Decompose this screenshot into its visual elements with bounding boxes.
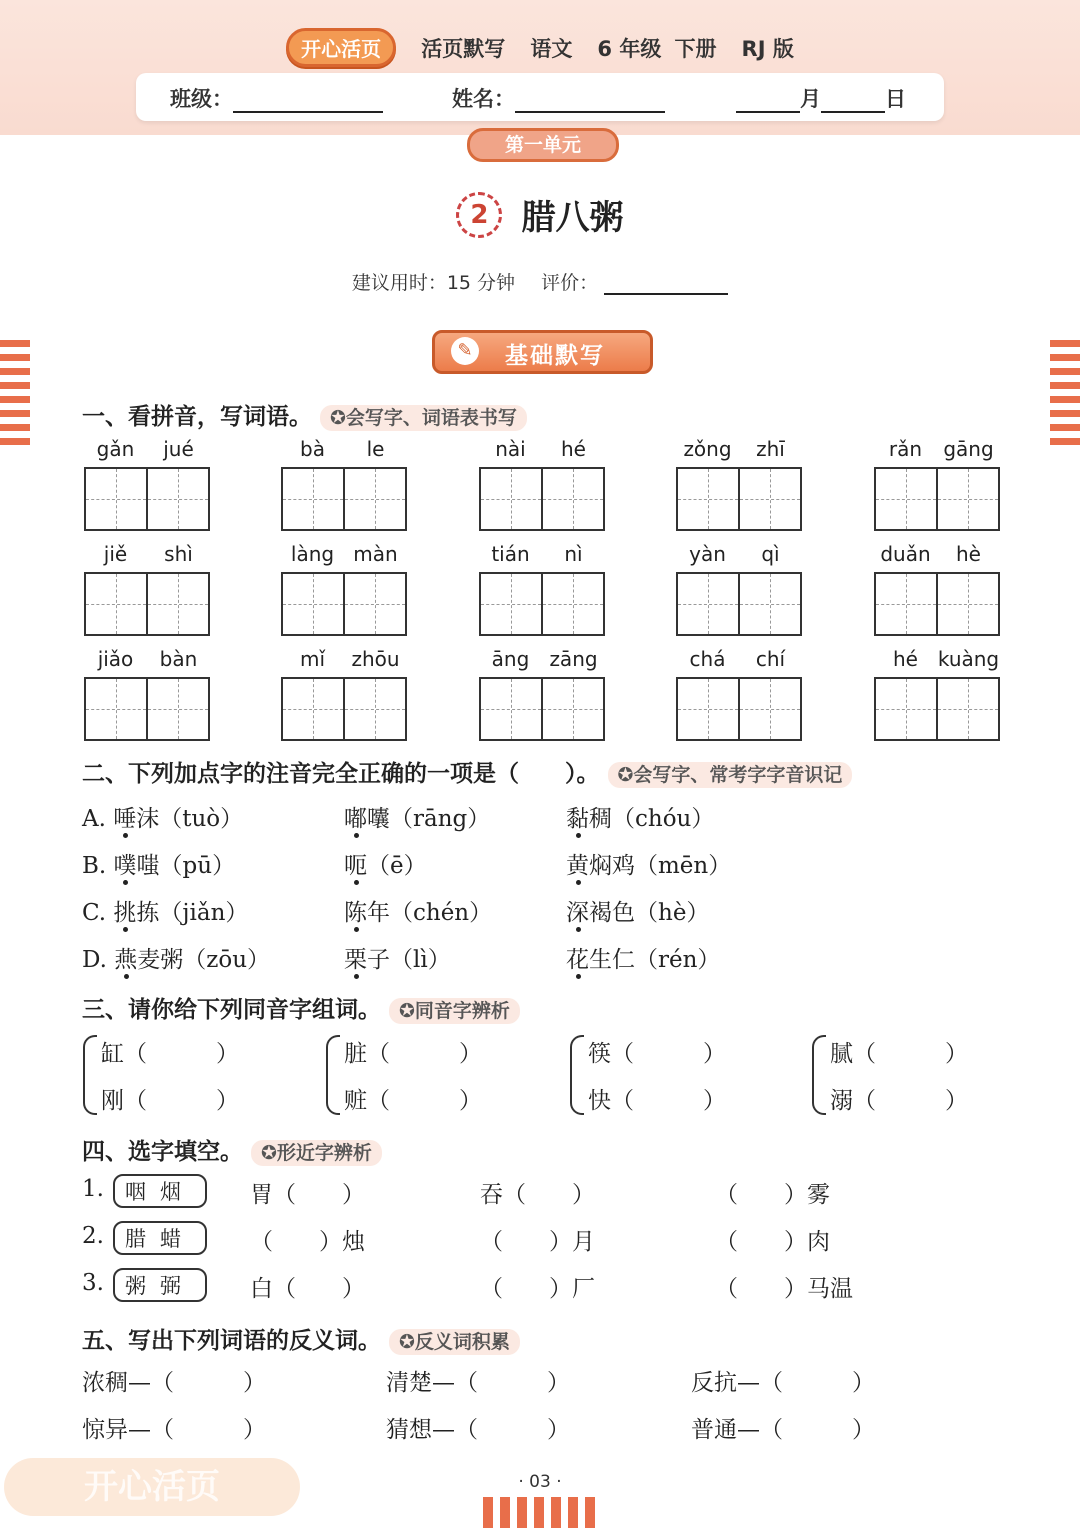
question-5-tag: ✪反义词积累 xyxy=(389,1329,520,1355)
edition-label: RJ 版 xyxy=(741,36,794,61)
emphasized-character: 黏 xyxy=(566,806,589,832)
pinyin-syllable: jué xyxy=(163,437,194,461)
question-3-tag: ✪同音字辨析 xyxy=(389,998,520,1024)
antonym-blank[interactable]: 普通—（ ） xyxy=(691,1417,875,1443)
pen-icon: ✎ xyxy=(451,337,479,365)
writing-grid[interactable] xyxy=(479,572,605,636)
fill-in-blank[interactable]: 白（ ） xyxy=(250,1276,365,1302)
pinyin-syllable: zhī xyxy=(756,437,785,461)
homophone-blank[interactable]: 脏（ ） xyxy=(344,1041,482,1067)
emphasized-character: 陈 xyxy=(344,900,367,926)
writing-grid[interactable] xyxy=(479,677,605,741)
grade-label: 6 年级 xyxy=(597,36,662,61)
pinyin-label xyxy=(84,647,210,673)
pinyin-syllable: bàn xyxy=(159,647,198,671)
pinyin-label xyxy=(281,647,407,673)
writing-cell[interactable] xyxy=(876,679,938,739)
writing-cell[interactable] xyxy=(481,574,543,634)
writing-cell[interactable] xyxy=(345,469,405,529)
pinyin-syllable: nì xyxy=(564,542,583,566)
character-pair-box xyxy=(113,1174,207,1208)
writing-cell[interactable] xyxy=(86,574,148,634)
fill-in-blank[interactable]: （ ）月 xyxy=(480,1229,595,1255)
homophone-group xyxy=(830,1035,968,1129)
writing-cell[interactable] xyxy=(876,469,938,529)
writing-cell[interactable] xyxy=(678,574,740,634)
pinyin-label xyxy=(281,542,407,568)
section-title: 基础默写 xyxy=(505,343,605,369)
fill-in-blank[interactable]: 胃（ ） xyxy=(250,1182,365,1208)
pinyin-word-box[interactable] xyxy=(676,437,802,463)
character-pair-box xyxy=(113,1268,207,1302)
brand-watermark: 开心活页 xyxy=(4,1458,300,1516)
option-b-item: 黄焖鸡（mēn） xyxy=(566,853,732,879)
brand-logo: 开心活页 xyxy=(286,28,396,67)
pinyin-word-box[interactable] xyxy=(479,647,605,673)
suggested-time: 建议用时：15 分钟 xyxy=(351,272,516,294)
homophone-blank[interactable]: 缸（ ） xyxy=(101,1041,239,1067)
pinyin-syllable: duǎn xyxy=(880,542,931,566)
header-line xyxy=(0,28,1080,67)
fill-in-blank[interactable]: （ ）雾 xyxy=(715,1182,830,1208)
antonym-blank[interactable]: 反抗—（ ） xyxy=(691,1370,875,1396)
row-number: 2. xyxy=(82,1223,104,1249)
pinyin-label xyxy=(676,542,802,568)
writing-cell[interactable] xyxy=(148,574,208,634)
pinyin-syllable: làng xyxy=(290,542,335,566)
pinyin-word-box[interactable] xyxy=(281,437,407,463)
student-info-bar xyxy=(136,73,944,121)
option-a-item: 嘟囔（rāng） xyxy=(344,806,491,832)
pinyin-label xyxy=(676,437,802,463)
pinyin-syllable: hè xyxy=(956,542,981,566)
pinyin-label xyxy=(874,542,1000,568)
brace-icon xyxy=(812,1035,826,1115)
pinyin-syllable: bà xyxy=(300,437,325,461)
writing-grid[interactable] xyxy=(84,677,210,741)
writing-cell[interactable] xyxy=(148,469,208,529)
question-4-tag: ✪形近字辨析 xyxy=(251,1140,382,1166)
writing-cell[interactable] xyxy=(283,574,345,634)
pinyin-syllable: le xyxy=(366,437,385,461)
pinyin-label xyxy=(479,542,605,568)
antonym-blank[interactable]: 浓稠—（ ） xyxy=(82,1370,266,1396)
pinyin-label xyxy=(84,437,210,463)
lesson-title: 腊八粥 xyxy=(521,198,624,238)
brace-icon xyxy=(83,1035,97,1115)
pinyin-syllable: gāng xyxy=(943,437,994,461)
writing-grid[interactable] xyxy=(676,677,802,741)
pinyin-syllable: hé xyxy=(893,647,918,671)
writing-cell[interactable] xyxy=(740,469,800,529)
writing-cell[interactable] xyxy=(938,679,998,739)
writing-cell[interactable] xyxy=(876,574,938,634)
homophone-blank[interactable]: 筷（ ） xyxy=(588,1041,726,1067)
pinyin-label xyxy=(874,437,1000,463)
writing-grid[interactable] xyxy=(281,572,407,636)
question-1-tag: ✪会写字、词语表书写 xyxy=(320,405,527,431)
emphasized-character: 挑 xyxy=(113,900,137,926)
pinyin-syllable: zāng xyxy=(549,647,598,671)
question-2-tag: ✪会写字、常考字字音识记 xyxy=(608,762,853,788)
writing-cell[interactable] xyxy=(543,574,603,634)
option-d-item[interactable]: D. 燕麦粥（zōu） xyxy=(82,947,271,973)
pinyin-syllable: hé xyxy=(561,437,586,461)
question-1-heading: 一、看拼音，写词语。 ✪会写字、词语表书写 xyxy=(82,398,527,431)
writing-cell[interactable] xyxy=(345,679,405,739)
antonym-blank[interactable]: 清楚—（ ） xyxy=(386,1370,570,1396)
pinyin-label xyxy=(281,437,407,463)
pinyin-syllable: zǒng xyxy=(683,437,732,461)
emphasized-character: 嘟 xyxy=(344,806,367,832)
emphasized-character: 花 xyxy=(566,947,589,973)
pinyin-syllable: tián xyxy=(491,542,530,566)
option-d-item: 栗子（lì） xyxy=(344,947,451,973)
evaluation-label: 评价： xyxy=(541,272,599,294)
pinyin-word-box[interactable] xyxy=(676,542,802,568)
pinyin-syllable: rǎn xyxy=(888,437,923,461)
pinyin-word-box[interactable] xyxy=(281,542,407,568)
pinyin-label xyxy=(84,542,210,568)
pinyin-syllable: qì xyxy=(761,542,780,566)
writing-cell[interactable] xyxy=(740,574,800,634)
pinyin-word-box[interactable] xyxy=(281,647,407,673)
pinyin-syllable: chí xyxy=(755,647,786,671)
homophone-blank[interactable]: 快（ ） xyxy=(588,1088,726,1114)
pinyin-label xyxy=(874,647,1000,673)
date-field[interactable]: 月 日 xyxy=(736,83,906,113)
emphasized-character: 噗 xyxy=(113,853,137,879)
homophone-blank[interactable]: 溺（ ） xyxy=(830,1088,968,1114)
option-d-item: 花生仁（rén） xyxy=(566,947,721,973)
pinyin-word-box[interactable] xyxy=(676,647,802,673)
option-b-item: 呃（ē） xyxy=(344,853,427,879)
pinyin-syllable: yàn xyxy=(689,542,726,566)
option-a-item: 黏稠（chóu） xyxy=(566,806,715,832)
pinyin-label xyxy=(479,647,605,673)
writing-grid[interactable] xyxy=(84,467,210,531)
footer-stripes xyxy=(483,1497,603,1528)
writing-cell[interactable] xyxy=(740,679,800,739)
writing-cell[interactable] xyxy=(678,469,740,529)
emphasized-character: 燕 xyxy=(114,947,138,973)
emphasized-character: 深 xyxy=(566,900,589,926)
lesson-title-row xyxy=(0,190,1080,239)
homophone-blank[interactable]: 腻（ ） xyxy=(830,1041,968,1067)
writing-grid[interactable] xyxy=(281,467,407,531)
option-b-item[interactable]: B. 噗嗤（pū） xyxy=(82,853,236,879)
series-label: 活页默写 xyxy=(421,36,506,61)
pinyin-word-box[interactable] xyxy=(84,647,210,673)
homophone-group xyxy=(344,1035,482,1129)
writing-grid[interactable] xyxy=(281,677,407,741)
pinyin-syllable: kuàng xyxy=(937,647,1000,671)
writing-cell[interactable] xyxy=(283,679,345,739)
pinyin-syllable: mǐ xyxy=(299,647,326,671)
option-a-item[interactable]: A. 唾沫（tuò） xyxy=(82,806,244,832)
antonym-blank[interactable]: 猜想—（ ） xyxy=(386,1417,570,1443)
writing-cell[interactable] xyxy=(543,679,603,739)
option-c-item[interactable]: C. 挑拣（jiǎn） xyxy=(82,900,249,926)
character-pair: 咽烟 xyxy=(113,1174,207,1208)
time-row xyxy=(0,268,1080,295)
antonym-blank[interactable]: 惊异—（ ） xyxy=(82,1417,266,1443)
pinyin-syllable: chá xyxy=(689,647,726,671)
pinyin-syllable: shì xyxy=(164,542,193,566)
brace-icon xyxy=(570,1035,584,1115)
writing-cell[interactable] xyxy=(86,469,148,529)
pinyin-syllable: màn xyxy=(353,542,398,566)
question-4-heading: 四、选字填空。 ✪形近字辨析 xyxy=(82,1133,382,1166)
writing-cell[interactable] xyxy=(481,679,543,739)
pinyin-word-box[interactable] xyxy=(479,437,605,463)
homophone-group xyxy=(101,1035,239,1129)
writing-grid[interactable] xyxy=(676,467,802,531)
writing-grid[interactable] xyxy=(84,572,210,636)
emphasized-character: 唾 xyxy=(113,806,137,832)
writing-cell[interactable] xyxy=(938,469,998,529)
emphasized-character: 呃 xyxy=(344,853,367,879)
pinyin-label xyxy=(479,437,605,463)
evaluation-field[interactable] xyxy=(604,275,728,295)
character-pair: 腊蜡 xyxy=(113,1221,207,1255)
writing-grid[interactable] xyxy=(874,572,1000,636)
left-stripes xyxy=(0,340,30,452)
writing-cell[interactable] xyxy=(481,469,543,529)
fill-in-blank[interactable]: （ ）马温 xyxy=(715,1276,853,1302)
question-2-heading: 二、下列加点字的注音完全正确的一项是（ ）。 ✪会写字、常考字字音识记 xyxy=(82,755,852,788)
pinyin-word-box[interactable] xyxy=(84,437,210,463)
emphasized-character: 黄 xyxy=(566,853,589,879)
option-c-item: 深褐色（hè） xyxy=(566,900,710,926)
pinyin-word-box[interactable] xyxy=(479,542,605,568)
fill-in-blank[interactable]: （ ）肉 xyxy=(715,1229,830,1255)
right-stripes xyxy=(1050,340,1080,452)
writing-cell[interactable] xyxy=(345,574,405,634)
question-3-heading: 三、请你给下列同音字组词。 ✪同音字辨析 xyxy=(82,991,520,1024)
pinyin-label xyxy=(676,647,802,673)
homophone-group xyxy=(588,1035,726,1129)
pinyin-syllable: āng xyxy=(491,647,530,671)
row-number: 3. xyxy=(82,1270,104,1296)
pinyin-syllable: jiǎo xyxy=(97,647,134,671)
writing-cell[interactable] xyxy=(543,469,603,529)
row-number: 1. xyxy=(82,1176,104,1202)
brace-icon xyxy=(326,1035,340,1115)
name-field[interactable]: 姓名： xyxy=(452,83,665,113)
subject-label: 语文 xyxy=(530,36,573,61)
writing-grid[interactable] xyxy=(874,467,1000,531)
writing-cell[interactable] xyxy=(283,469,345,529)
volume-label: 下册 xyxy=(674,36,717,61)
option-c-item: 陈年（chén） xyxy=(344,900,493,926)
class-field[interactable]: 班级： xyxy=(170,83,383,113)
writing-grid[interactable] xyxy=(479,467,605,531)
pinyin-syllable: zhōu xyxy=(351,647,400,671)
pinyin-syllable: nài xyxy=(495,437,526,461)
writing-cell[interactable] xyxy=(148,679,208,739)
pinyin-syllable: jiě xyxy=(103,542,128,566)
emphasized-character: 栗 xyxy=(344,947,367,973)
fill-in-blank[interactable]: （ ）厂 xyxy=(480,1276,595,1302)
question-5-heading: 五、写出下列词语的反义词。 ✪反义词积累 xyxy=(82,1322,520,1355)
writing-grid[interactable] xyxy=(874,677,1000,741)
fill-in-blank[interactable]: （ ）烛 xyxy=(250,1229,365,1255)
homophone-blank[interactable]: 刚（ ） xyxy=(101,1088,239,1114)
page-number: · 03 · xyxy=(518,1472,562,1492)
homophone-blank[interactable]: 赃（ ） xyxy=(344,1088,482,1114)
lesson-number: 2 xyxy=(456,192,502,238)
pinyin-word-box[interactable] xyxy=(874,437,1000,463)
writing-cell[interactable] xyxy=(938,574,998,634)
pinyin-syllable: gǎn xyxy=(96,437,135,461)
writing-cell[interactable] xyxy=(678,679,740,739)
character-pair: 粥弼 xyxy=(113,1268,207,1302)
character-pair-box xyxy=(113,1221,207,1255)
pinyin-word-box[interactable] xyxy=(84,542,210,568)
writing-cell[interactable] xyxy=(86,679,148,739)
pinyin-word-box[interactable] xyxy=(874,542,1000,568)
unit-badge: 第一单元 xyxy=(467,128,619,162)
writing-grid[interactable] xyxy=(676,572,802,636)
fill-in-blank[interactable]: 吞（ ） xyxy=(480,1182,595,1208)
section-badge xyxy=(432,330,653,374)
pinyin-word-box[interactable] xyxy=(874,647,1000,673)
